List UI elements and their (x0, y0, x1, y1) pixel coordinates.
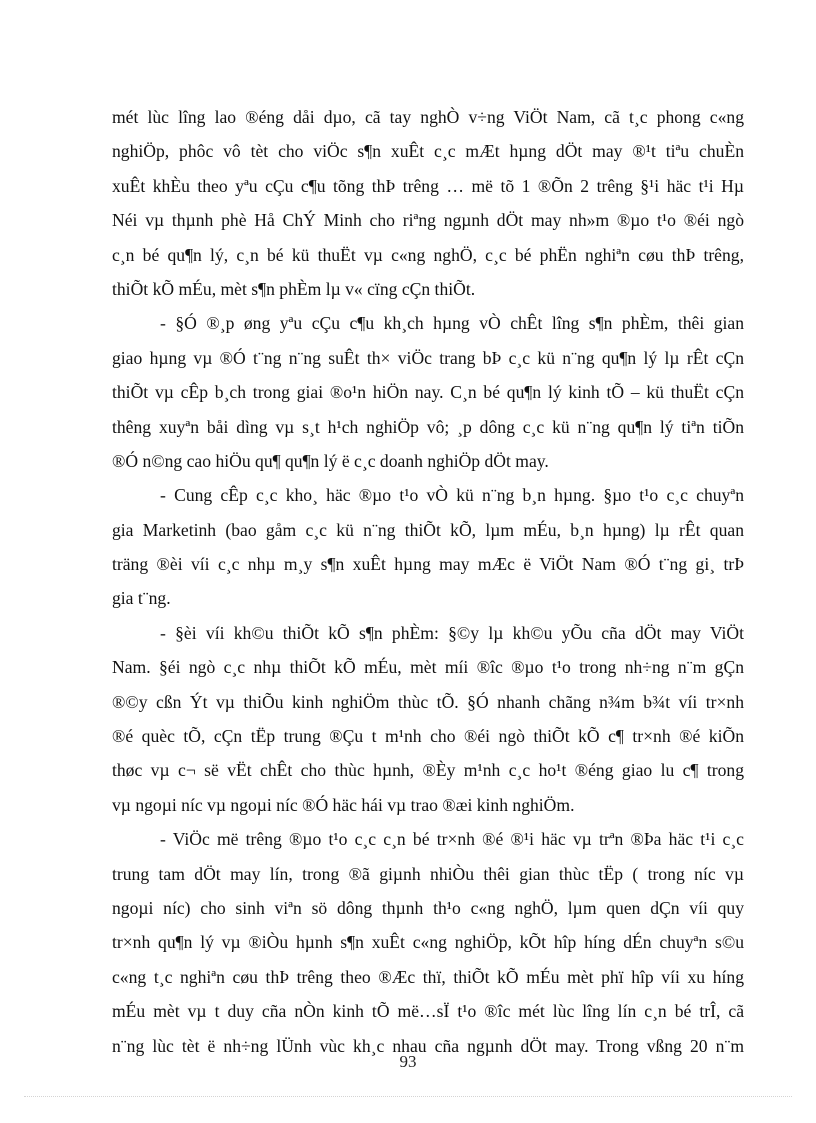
page-number: 93 (399, 1052, 417, 1071)
text-line: c«ng t¸c nghiªn cøu thÞ trêng theo ®Æc thï, thiÕt kÕ mÉu mèt phï hîp víi xu híng (112, 966, 744, 987)
text-line: Nam. §éi ngò c¸c nhµ thiÕt kÕ mÉu, mèt míi ®îc ®µo t¹o trong nh÷ng n¨m gÇn (112, 657, 744, 678)
text-line: ®Ó n©ng cao hiÖu qu¶ qu¶n lý ë c¸c doanh nghiÖp dÖt may. (112, 450, 549, 471)
text-line: thêng xuyªn båi dìng vµ s¸t h¹ch nghiÖp vô; ¸p dông c¸c kü n¨ng qu¶n lý tiªn tiÕn (112, 416, 744, 437)
text-line: ®©y cßn Ýt vµ thiÕu kinh nghiÖm thùc tÕ. §Ó nhanh chãng n¾m b¾t víi tr×nh (112, 691, 744, 712)
paragraph-start-line: - §èi víi kh©u thiÕt kÕ s¶n phÈm: §©y lµ kh©u yÕu cña dÖt may ViÖt (160, 622, 744, 643)
text-line: tr×nh qu¶n lý vµ ®iÒu hµnh s¶n xuÊt c«ng nghiÖp, kÕt hîp híng dÉn chuyªn s©u (112, 932, 744, 953)
text-line: giao hµng vµ ®Ó t¨ng n¨ng suÊt th× viÖc trang bÞ c¸c kü n¨ng qu¶n lý lµ rÊt cÇn (112, 347, 744, 368)
page-bottom-divider (24, 1096, 792, 1097)
text-line: gia Marketinh (bao gåm c¸c kü n¨ng thiÕt kÕ, lµm mÉu, b¸n hµng) lµ rÊt quan (112, 519, 744, 540)
text-line: mÉu mèt vµ t duy cña nÒn kinh tÕ më…sÏ t¹o ®îc mét lùc lîng lín c¸n bé trÎ, cã (112, 1001, 744, 1022)
text-line: vµ ngoµi níc vµ ngoµi níc ®Ó häc hái vµ trao ®æi kinh nghiÖm. (112, 794, 575, 815)
paragraph-start-line: - §Ó ®¸p øng yªu cÇu c¶u kh¸ch hµng vÒ chÊt lîng s¶n phÈm, thêi gian (160, 313, 744, 334)
text-line: ®é quèc tÕ, cÇn tËp trung ®Çu t m¹nh cho ®éi ngò thiÕt kÕ c¶ tr×nh ®é kiÕn (112, 726, 744, 747)
text-line: mét lùc lîng lao ®éng dåi dµo, cã tay nghÒ v÷ng ViÖt Nam, cã t¸c phong c«ng (112, 107, 744, 127)
paragraph-start-line: - Cung cÊp c¸c kho¸ häc ®µo t¹o vÒ kü n¨ng b¸n hµng. §µo t¹o c¸c chuyªn (160, 485, 744, 506)
text-line: nghiÖp, phôc vô tèt cho viÖc s¶n xuÊt c¸c mÆt hµng dÖt may ®¹t tiªu chuÈn (112, 141, 744, 162)
text-line: n¨ng lùc tèt ë nh÷ng lÜnh vùc kh¸c nhau cña ngµnh dÖt may. Trong vßng 20 n¨m (112, 1035, 744, 1056)
text-line: thiÕt vµ cÊp b¸ch trong giai ®o¹n hiÖn nay. C¸n bé qu¶n lý kinh tÕ – kü thuËt cÇn (112, 382, 744, 403)
text-line: Néi vµ thµnh phè Hå ChÝ Minh cho riªng ngµnh dÖt may nh»m ®µo t¹o ®éi ngò (112, 210, 744, 231)
text-line: ngoµi níc) cho sinh viªn sö dông thµnh th¹o c«ng nghÖ, lµm quen dÇn víi quy (112, 897, 744, 918)
text-line: thøc vµ c¬ së vËt chÊt cho thùc hµnh, ®Èy m¹nh c¸c ho¹t ®éng giao lu c¶ trong (112, 760, 744, 781)
text-line: trung tam dÖt may lín, trong ®ã giµnh nhiÒu thêi gian thùc tËp ( trong níc vµ (112, 863, 744, 884)
text-line: xuÊt khÈu theo yªu cÇu c¶u tõng thÞ trêng … më tõ 1 ®Õn 2 trêng §¹i häc t¹i Hµ (112, 175, 744, 196)
text-line: thiÕt kÕ mÉu, mèt s¶n phÈm lµ v« cïng cÇn thiÕt. (112, 278, 476, 299)
paragraph-start-line: - ViÖc më trêng ®µo t¹o c¸c c¸n bé tr×nh ®é ®¹i häc vµ trªn ®Þa häc t¹i c¸c (160, 829, 744, 850)
text-line: c¸n bé qu¶n lý, c¸n bé kü thuËt vµ c«ng nghÖ, c¸c bé phËn nghiªn cøu thÞ trêng, (112, 244, 744, 265)
body-text (112, 100, 744, 1063)
text-line: gia t¨ng. (112, 588, 171, 609)
text-line: träng ®èi víi c¸c nhµ m¸y s¶n xuÊt hµng may mÆc ë ViÖt Nam ®Ó t¨ng gi¸ trÞ (112, 554, 744, 575)
